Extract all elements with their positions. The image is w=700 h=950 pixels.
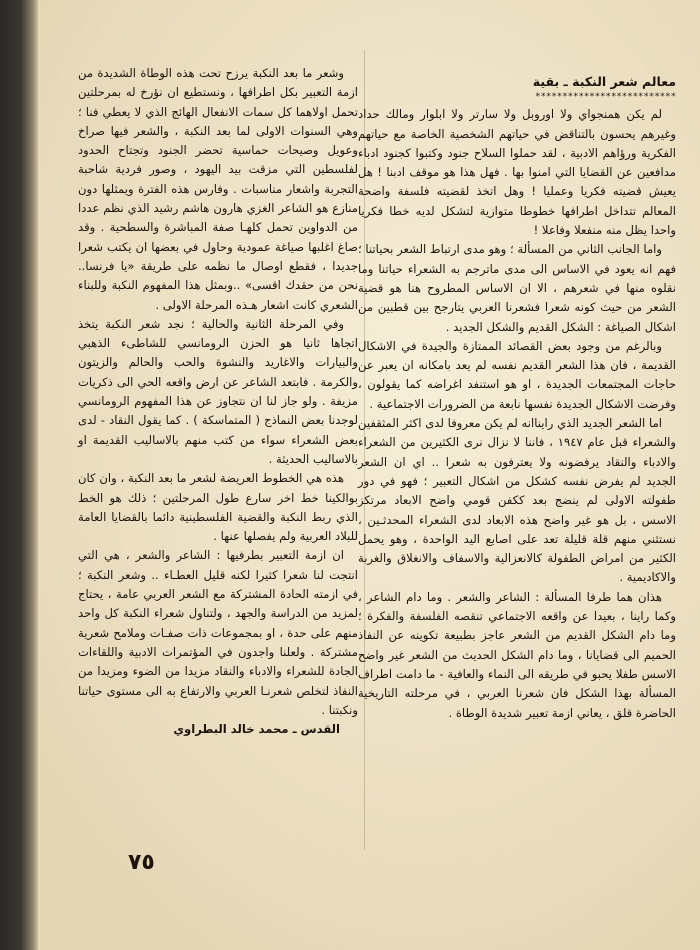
author-signature: القدس ـ محمد خالد البطراوي xyxy=(173,722,340,737)
left-paragraph-4: ان ازمة التعبير بطرفيها : الشاعر والشعر ، هي التي انتجت لنا شعرا كثيرا لكنه قليل العطـاء .. وشعر النكبة ؛ في ازمته الحادة المشتركة مع الشعر العربي عامة ، يحتاج لمزيد من الدراسة والجهد ، ولتناول شعراء النكبة كل واحد منهم على حدة ، او بمجموعات ذات صفـات وملامح شعرية مشتركة . ولعلنا واجدون في المؤتمرات الادبية واللقاءات الجادة للشعراء والادباء والنقاد مزيدا من الضوء ومزيدا من النفاذ لتخلص شعرنـا العربي والارتفاع به الى مستوى حياتنا ونكبتنا . xyxy=(78,548,358,717)
right-column xyxy=(358,72,676,723)
right-paragraph-4: اما الشعر الجديد الذي رايناانه لم يكن معروفا لدى اكثر المثقفين والشعراء قبل عام ١٩٤٧ ، فاننا لا نزال نرى الكثيرين من الشعراء والادباء والنقاد يرفضونه ولا يعترفون به شعرا .. اي ان الشعر الجديد لم يفرض نفسه كشكل من اشكال التعبير ؛ فهو في دور طفولته الاولى لم ينضج بعد ككفن قومي واضح الابعاد مرتكز الاسس ، بل هو غير واضح هذه الابعاد لدى الشعراء المحدثـين ، نستثني منهم قلة قليلة تعد على اصابع اليد الواحدة ، وهو يحمل الكثير من امراض الطفولة كالانعزالية والاسفاف والانغلاق والغربة والاكاديمية . xyxy=(358,416,676,585)
left-paragraph-3: هذه هي الخطوط العريضة لشعر ما بعد النكبة ، وان كان بوالكينا خط اخر سارع طول المرحلتين ؛ ذلك هو الخط الذي ربط النكبة والقضية الفلسطينية دائما بالقضايا العامة للبلاد العربية ولم يفصلها عنها . xyxy=(78,471,358,544)
right-paragraph-5: هذان هما طرفا المسألة : الشاعر والشعر . وما دام الشاعر ، وكما راينا ، بعيدا عن واقعه الاجتماعي تنقصه الفلسفة والفكرة ؛ وما دام الشكل القديم من الشعر عاجز بطبيعة تكوينه عن النفاذ الحميم الى قضايانا ، وما دام الشكل الحديث من الشعر غير واضح الاسس طفلا يحبو في طريقه الى النماء والعافية - ما دامت اطراف المسألة بهذا الشكل فان شعرنا العربي ، في مرحلته التاريخية الحاضرة قلق ، يعاني ازمة تعبير شديدة الوطاة . xyxy=(358,589,676,720)
left-paragraph-2: وفي المرحلة الثانية والحالية ؛ نجد شعر النكبة يتخذ اتجاها ثانيا هو الحزن الرومانسي للشاطىء الذهبي والبيارات والاغاريد والنشوة والحب والحالم والزيتون والكرمة . فابتعد الشاعر عن ارض واقعه الحي الى ذكريات مزيفة . ولو جاز لنا ان نتجاوز عن هذا المفهوم الرومانسي لوجدنا بعض النماذج ( المتماسكة ) . كما يقول النقاد - لدى بعض الشعراء سواء من كتب منهم بالاساليب القديمة او بالاساليب الحديثة . xyxy=(78,316,358,466)
left-paragraph-1: وشعر ما بعد النكبة يرزح تحت هذه الوطاة الشديدة من ازمة التعبير بكل اطرافها ، ونستطيع ان نؤرخ له بمرحلتين تحمل اولاهما كل سمات الانفعال الهائج الذي لا يعطي فنا ؛ وهي السنوات الاولى لما بعد النكبة ، والشعر فيها صراخ وعويل وصيحات حماسية تحضر الجنود وتجتاح الحدود لفلسطين التي مزقت بيد اليهود ، وصور فردية شاحبة التجربة واشعار مناسبات . وفارس هذه الفترة ويمثلها دون منازع هو الشاعر الغزي هارون هاشم رشيد الذي نظم عددا من الدواوين تحمل كلهـا صفة المباشرة والسطحية . وقد صاغ اغلبها صياغة عمودية وحاول في بعضها ان يكتب شعرا جديدا ، فقطع اوصال ما نظمه على طريقة «يا فرنسا.. نحن من حقدك اقسى» ..وبمثل هذا المفهوم النكبة وللبناء الشعري كانت اشعار هـذه المرحلة الاولى . xyxy=(78,66,358,312)
article-title: معالم شعر النكبة ـ بقية xyxy=(532,74,676,89)
scan-dark-edge xyxy=(0,0,38,950)
right-paragraph-2: واما الجانب الثاني من المسألة ؛ وهو مدى ارتباط الشعر بحياتنا ؛ فهم انه يعود في الاساس الى مدى ماترجم به الشعراء حياتنا وما نقلوه منها في شعرهم ، الا ان الاساس المطروح هنا هو قضية الشعر من حيث كونه شعرا فشعرنا العربي يتارجح بين قطبين من اشكال الصياغة : الشكل القديم والشكل الجديد . xyxy=(358,242,676,334)
page-number: ٧٥ xyxy=(128,850,155,875)
right-paragraph-3: وبالرغم من وجود بعض القصائد الممتازة والجيدة في الاشكال القديمة ، فان هذا الشعر القديم نفسه لم يعد بامكانه ان يعبر عن حاجات المجتمعات الجديدة ، او هو استنفد اغراضه كما يقولون ، وفرضت الاشكال الجديدة نفسها نابعة من الضرورات الاجتماعية . xyxy=(358,338,676,411)
title-stars-divider: ************************** xyxy=(535,92,676,103)
left-column xyxy=(78,64,358,739)
right-paragraph-1: لم يكن همنجواي ولا اوروبل ولا سارتر ولا ابلوار ومالك حداد وغيرهم يحسون بالتناقض في حياتهم الشخصية الخاصة مع حياتهم الفكرية ورؤاهم الادبية ، لقد حملوا السلاح جنود وكتبوا كجنود ادباء مدافعين عن القضايا التي امنوا بها . فهل هذا هو موقف ادبنا ! هل يعيش قضيته فكريا وعمليا ! وهل اتخذ لقضيته فلسفة واضحة المعالم تتداخل اطرافها خطوطا متوازية لتشكل لديه خطا فكريا واحدا يظل منه منفعلا وفاعلا ! xyxy=(358,107,676,238)
